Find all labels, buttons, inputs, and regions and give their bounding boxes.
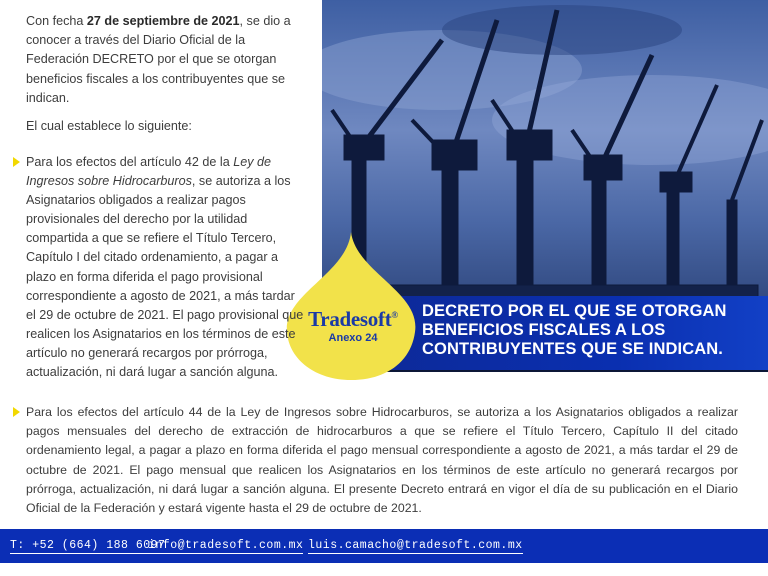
intro-suffix: , se dio a conocer a través del Diario Oficial de la Federación DECRETO por el que se otorgan beneficios fiscales a los contribuyentes que se indican. xyxy=(26,14,291,105)
registered-mark: ® xyxy=(391,310,398,320)
footer-email-contact[interactable]: luis.camacho@tradesoft.com.mx xyxy=(308,539,523,552)
footer-phone[interactable]: T: +52 (664) 188 6097 xyxy=(10,539,166,552)
bullet-arrow-icon xyxy=(13,157,20,167)
intro-prefix: Con fecha xyxy=(26,14,87,28)
bullet-arrow-icon xyxy=(13,407,20,417)
para1-part1: Para los efectos del artículo 42 de la xyxy=(26,155,234,169)
intro-date: 27 de septiembre de 2021 xyxy=(86,14,240,28)
para1-law-name: Ley de Ingresos sobre Hidrocarburos xyxy=(26,155,272,189)
para1-part2: , se autoriza a los Asignatarios obligados a realizar pagos provisionales del derecho por la utilidad compartida a que se refiere el Título Tercero, Capítulo I del citado ordenamiento, a pagar a plazo en forma diferida el pago provisional correspondiente a agosto de 2021, a más tardar el 29 de octubre de 2021. El pago provisional que realicen los Asignatarios en los términos de este artículo no generará recargos por prórroga, actualización, ni dará lugar a sanción alguna. xyxy=(26,174,304,380)
paragraph-article-44: Para los efectos del artículo 44 de la Ley de Ingresos sobre Hidrocarburos, se autoriza a los Asignatarios obligados a realizar pagos mensuales del derecho de extracción de hidrocarburos a que se refiere el Título Tercero, Capítulo II del citado ordenamiento legal, a pagar a plazo en forma diferida el pago mensual correspondiente a agosto de 2021, a más tardar el 29 de octubre de 2021. El pago mensual que realicen los Asignatarios en los términos de este artículo no generará recargos por prórroga, actualización, ni dará lugar a sanción alguna. El presente Decreto entrará en vigor el día de su publicación en el Diario Oficial de la Federación y estará vigente hasta el 29 de octubre de 2021. xyxy=(26,405,738,516)
footer-bar xyxy=(0,529,768,563)
paragraph-article-42 xyxy=(26,153,306,382)
logo-subtitle: Anexo 24 xyxy=(328,332,378,344)
decree-title: DECRETO POR EL QUE SE OTORGAN BENEFICIOS FISCALES A LOS CONTRIBUYENTES QUE SE INDICAN. xyxy=(422,302,727,358)
establishes-line: El cual establece lo siguiente: xyxy=(26,119,192,133)
intro-paragraph xyxy=(26,12,304,108)
tradesoft-logo xyxy=(302,307,404,332)
title-band xyxy=(390,296,768,370)
logo-name-text: Tradesoft xyxy=(308,307,392,331)
footer-email-info[interactable]: info@tradesoft.com.mx xyxy=(148,539,304,552)
